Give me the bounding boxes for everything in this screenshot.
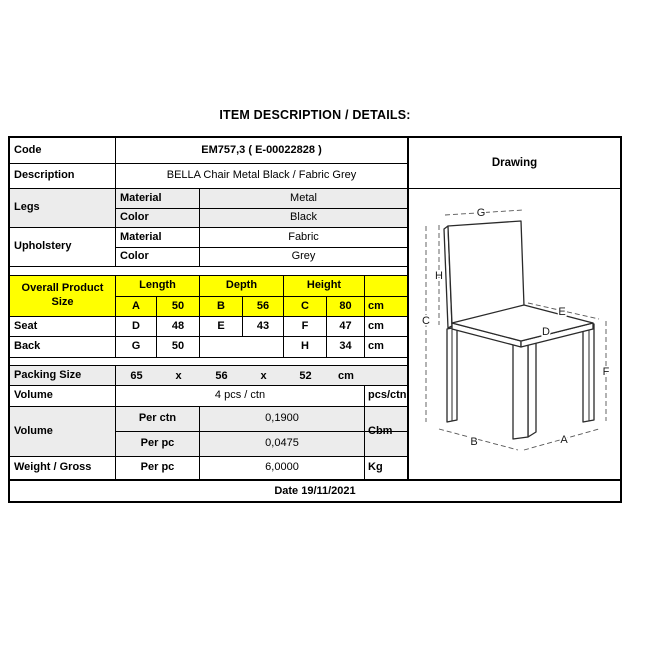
legs-material-value: Metal (290, 191, 317, 204)
legs-material-label: Material (116, 189, 200, 208)
overall-a-value: 50 (157, 297, 200, 316)
volume-per-ctn-label: Per ctn (116, 407, 200, 431)
dim-label-d: D (542, 326, 550, 338)
back-empty-cell (200, 337, 284, 357)
packing-x2: x (260, 369, 267, 382)
legs-label: Legs (10, 189, 116, 227)
spec-table-main (10, 138, 620, 479)
drawing-panel (409, 138, 620, 479)
drawing-header: Drawing (409, 138, 620, 189)
chair-leg-front (513, 341, 528, 439)
overall-a-key: A (116, 297, 157, 316)
spacer-row (10, 267, 407, 276)
seat-row (10, 317, 407, 337)
seat-e-value: 43 (243, 317, 284, 336)
back-label: Back (10, 337, 116, 357)
upholstery-material-label: Material (116, 228, 200, 247)
dim-label-e: E (558, 306, 566, 318)
description-label: Description (10, 164, 116, 188)
weight-row (10, 457, 407, 479)
packing-label: Packing Size (10, 366, 116, 385)
legs-group (10, 189, 407, 228)
weight-per-pc-label: Per pc (116, 457, 200, 479)
spacer-row (10, 358, 407, 366)
volume-per-ctn-value: 0,1900 (200, 407, 365, 431)
page-title: ITEM DESCRIPTION / DETAILS: (219, 108, 411, 122)
volume-cbm-group (10, 407, 407, 457)
volume-pcs-row (10, 386, 407, 407)
seat-f-key: F (284, 317, 327, 336)
size-col-unit-empty (365, 276, 407, 296)
overall-c-value: 80 (327, 297, 365, 316)
legs-color-value: Black (290, 211, 317, 224)
volume-per-pc-label: Per pc (116, 432, 200, 456)
packing-unit: cm (338, 369, 354, 382)
weight-label: Weight / Gross (10, 457, 116, 479)
dim-label-h: H (435, 270, 443, 282)
volume-pcs-label: Volume (10, 386, 116, 406)
dim-label-c: C (422, 315, 430, 327)
seat-unit: cm (368, 319, 384, 332)
seat-d-value: 48 (157, 317, 200, 336)
spec-table (8, 136, 622, 503)
chair-drawing-svg (409, 189, 620, 479)
dim-label-b: B (470, 436, 478, 448)
date-row (10, 479, 620, 501)
upholstery-color-value: Grey (291, 250, 316, 263)
overall-b-key: B (200, 297, 243, 316)
code-label: Code (10, 138, 116, 163)
packing-depth: 56 (215, 369, 228, 382)
size-col-depth: Depth (200, 276, 284, 296)
volume-cbm-label: Volume (10, 407, 116, 456)
legs-color-label: Color (116, 209, 200, 227)
size-col-length: Length (116, 276, 200, 296)
dim-label-f: F (602, 366, 610, 378)
dim-label-a: A (560, 434, 568, 446)
upholstery-material-value: Fabric (288, 230, 319, 243)
packing-x1: x (175, 369, 182, 382)
seat-d-key: D (116, 317, 157, 336)
dim-line-b (439, 429, 518, 450)
date-value: Date 19/11/2021 (274, 485, 356, 497)
chair-leg-front-side (528, 338, 536, 437)
overall-size-group (10, 276, 407, 317)
description-value: BELLA Chair Metal Black / Fabric Grey (166, 169, 357, 182)
overall-b-value: 56 (243, 297, 284, 316)
back-row (10, 337, 407, 358)
packing-length: 65 (130, 369, 143, 382)
upholstery-group (10, 228, 407, 267)
overall-unit: cm (365, 297, 407, 316)
volume-pcs-value: 4 pcs / ctn (116, 386, 365, 406)
description-row (10, 164, 407, 189)
drawing-area (409, 189, 620, 479)
upholstery-color-label: Color (116, 248, 200, 266)
overall-size-label: Overall Product Size (10, 276, 116, 316)
back-g-value: 50 (157, 337, 200, 357)
volume-per-pc-value: 0,0475 (200, 432, 365, 456)
packing-height: 52 (299, 369, 312, 382)
back-unit: cm (368, 340, 384, 353)
weight-value: 6,0000 (200, 457, 365, 479)
seat-label: Seat (10, 317, 116, 336)
packing-row (10, 366, 407, 386)
packing-values (116, 366, 407, 385)
upholstery-label: Upholstery (10, 228, 116, 266)
weight-unit: Kg (368, 461, 383, 474)
dim-label-g: G (476, 207, 486, 219)
volume-cbm-unit: Cbm (368, 424, 393, 437)
seat-e-key: E (200, 317, 243, 336)
size-col-height: Height (284, 276, 365, 296)
volume-pcs-unit: pcs/ctn (368, 389, 407, 402)
code-value: EM757,3 ( E-00022828 ) (201, 143, 322, 156)
spec-columns (10, 138, 409, 479)
overall-c-key: C (284, 297, 327, 316)
seat-f-value: 47 (327, 317, 365, 336)
code-row (10, 138, 407, 164)
back-h-key: H (284, 337, 327, 357)
back-h-value: 34 (327, 337, 365, 357)
back-g-key: G (116, 337, 157, 357)
